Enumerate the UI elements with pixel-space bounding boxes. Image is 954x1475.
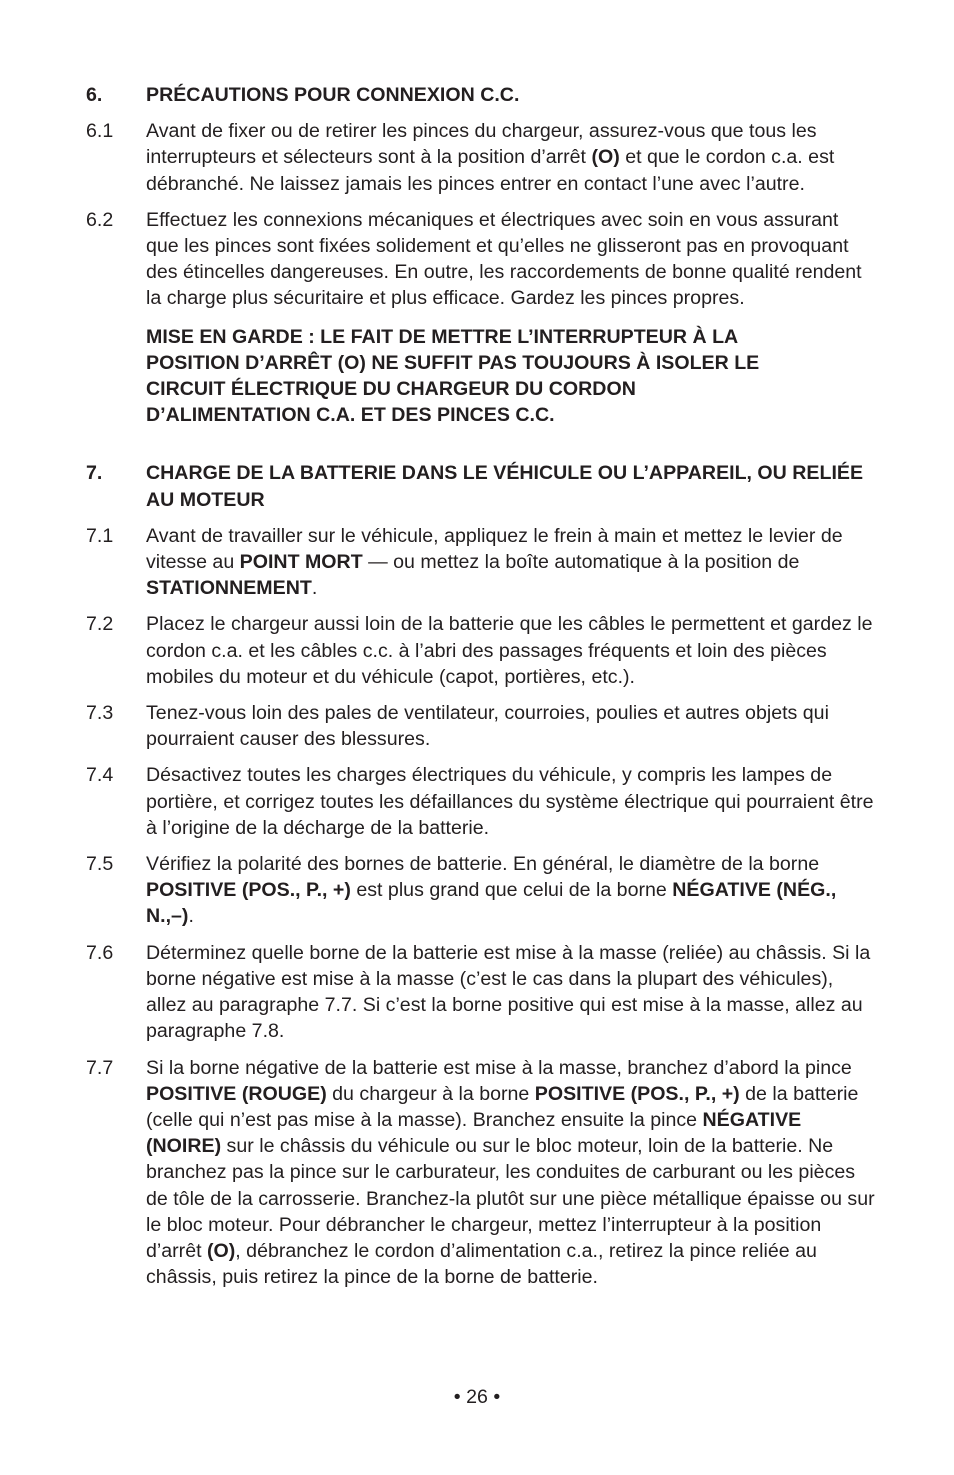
bold-text: NÉGATIVE (NÉG., N.,–) <box>146 879 837 928</box>
paragraph-text <box>146 118 876 197</box>
text-run: Vérifiez la polarité des bornes de batterie. En général, le diamètre de la borne <box>146 853 820 876</box>
paragraph-text <box>146 940 876 1045</box>
bold-text: STATIONNEMENT <box>146 577 312 600</box>
paragraph-number: 7.5 <box>86 853 114 876</box>
paragraph-item <box>86 207 876 312</box>
paragraph-item <box>86 118 876 197</box>
bold-text: (O) <box>206 1239 236 1262</box>
bold-text: POSITIVE (POS., P., +) <box>534 1082 740 1105</box>
section-7-items <box>86 523 876 1290</box>
section-number: 7. <box>86 462 103 485</box>
text-run: Placez le chargeur aussi loin de la batterie que les câbles le permettent et gardez le cordon c.a. et les câbles c.c. à l’abri des passages fréquents et loin des pièces mobiles du moteur et du véhicule (capot, portières, etc.). <box>146 613 873 688</box>
bold-text: POSITIVE (ROUGE) <box>146 1082 327 1105</box>
paragraph-number: 7.4 <box>86 764 114 787</box>
paragraph-text <box>146 611 876 690</box>
warning-text: MISE EN GARDE : LE FAIT DE METTRE L’INTERRUPTEUR À LA POSITION D’ARRÊT (O) NE SUFFIT PAS TOUJOURS À ISOLER LE CIRCUIT ÉLECTRIQUE DU CHARGEUR DU CORDON D’ALIMENTATION C.A. ET DES PINCES C.C. <box>146 325 760 427</box>
section-number: 6. <box>86 84 103 106</box>
warning-block <box>86 324 876 429</box>
text-run: Si la borne négative de la batterie est mise à la masse, branchez d’abord la pince <box>146 1056 852 1079</box>
paragraph-item <box>86 851 876 930</box>
paragraph-text <box>146 1055 876 1291</box>
text-run: . <box>311 577 318 600</box>
paragraph-item <box>86 700 876 752</box>
paragraph-text <box>146 207 876 312</box>
text-run: , débranchez le cordon d’alimentation c.a., retirez la pince reliée au châssis, puis retirez la pince de la borne de batterie. <box>146 1239 817 1289</box>
text-run: Tenez-vous loin des pales de ventilateur, courroies, poulies et autres objets qui pourraient causer des blessures. <box>146 702 829 751</box>
paragraph-number: 7.7 <box>86 1056 114 1079</box>
text-run: de la batterie (celle qui n’est pas mise à la masse). Branchez ensuite la pince <box>146 1082 859 1131</box>
section-6-heading <box>86 82 876 108</box>
text-run: Désactivez toutes les charges électriques du véhicule, y compris les lampes de portière, et corrigez toutes les défaillances du système électrique qui pourraient être à l’origine de la décharge de la batterie. <box>146 764 874 839</box>
paragraph-number: 7.3 <box>86 702 114 725</box>
paragraph-item <box>86 1055 876 1291</box>
text-run: Avant de fixer ou de retirer les pinces du chargeur, assurez-vous que tous les interrupteurs et sélecteurs sont à la position d’arrêt <box>146 120 817 169</box>
text-run: est plus grand que celui de la borne <box>350 879 673 902</box>
paragraph-item <box>86 940 876 1045</box>
bold-text: (O) <box>591 146 620 169</box>
bold-text: POSITIVE (POS., P., +) <box>146 879 351 902</box>
section-title: PRÉCAUTIONS POUR CONNEXION C.C. <box>146 84 520 106</box>
section-7-heading <box>86 460 876 512</box>
paragraph-text <box>146 851 876 930</box>
text-run: Déterminez quelle borne de la batterie est mise à la masse (reliée) au châssis. Si la borne négative est mise à la masse (c’est le cas dans la plupart des véhicules), allez au paragraphe 7.7. Si c’est la borne positive qui est mise à la masse, allez au paragraphe 7.8. <box>146 941 871 1043</box>
bold-text: NÉGATIVE (NOIRE) <box>146 1108 802 1158</box>
paragraph-text <box>146 762 876 841</box>
paragraph-number: 7.2 <box>86 613 114 636</box>
paragraph-number: 7.6 <box>86 941 114 964</box>
bold-text: POINT MORT <box>239 551 363 574</box>
page-content <box>86 82 876 1290</box>
paragraph-number: 6.1 <box>86 120 114 143</box>
paragraph-number: 6.2 <box>86 208 114 231</box>
paragraph-text <box>146 523 876 602</box>
text-run: . <box>188 905 194 928</box>
paragraph-text <box>146 700 876 752</box>
section-title: CHARGE DE LA BATTERIE DANS LE VÉHICULE OU L’APPAREIL, OU RELIÉE AU MOTEUR <box>146 462 864 511</box>
section-6-items <box>86 118 876 311</box>
page-number: • 26 • <box>453 1386 501 1408</box>
paragraph-item <box>86 523 876 602</box>
text-run: du chargeur à la borne <box>326 1082 535 1105</box>
paragraph-number: 7.1 <box>86 524 114 547</box>
paragraph-item <box>86 762 876 841</box>
text-run: — ou mettez la boîte automatique à la position de <box>362 551 800 574</box>
paragraph-item <box>86 611 876 690</box>
text-run: Avant de travailler sur le véhicule, appliquez le frein à main et mettez le levier de vitesse au <box>146 524 843 574</box>
text-run: Effectuez les connexions mécaniques et électriques avec soin en vous assurant que les pinces sont fixées solidement et qu’elles ne glisseront pas en provoquant des étincelles dangereuses. En outre, les raccordements de bonne qualité rendent la charge plus sécuritaire et plus efficace. Gardez les pinces propres. <box>146 208 862 310</box>
text-run: sur le châssis du véhicule ou sur le bloc moteur, loin de la batterie. Ne branchez pas la pince sur le carburateur, les conduites de carburant ou les pièces de tôle de la carrosserie. Branchez-la plutôt sur une pièce métallique épaisse ou sur le bloc moteur. Pour débrancher le chargeur, mettez l’interrupteur à la position d’arrêt <box>146 1135 875 1262</box>
text-run: et que le cordon c.a. est débranché. Ne laissez jamais les pinces entrer en contact l’une avec l’autre. <box>146 146 835 195</box>
